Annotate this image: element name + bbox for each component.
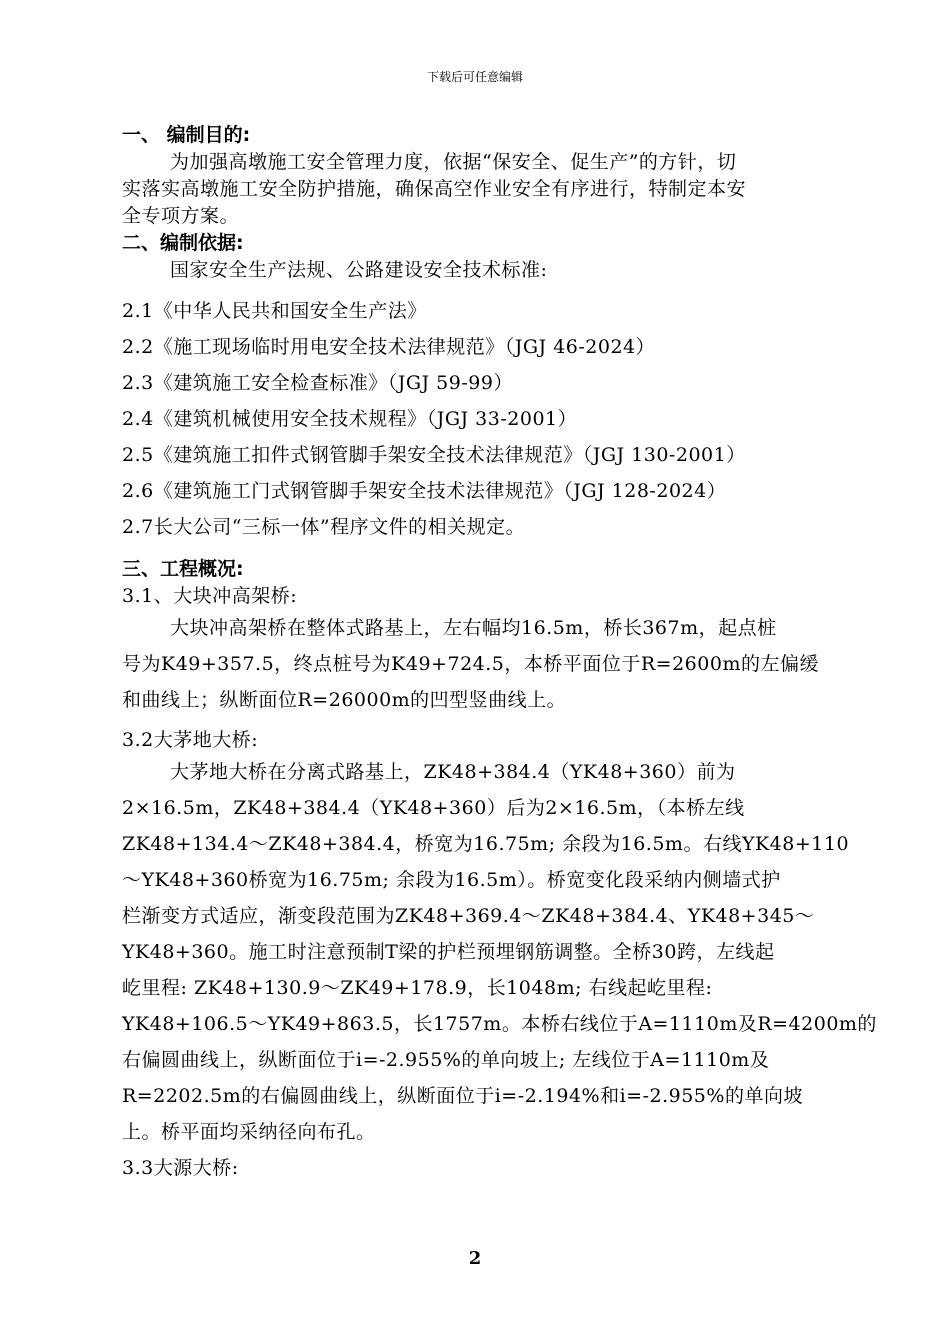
paragraph-line: 国家安全生产法规、公路建设安全技术标准:: [170, 259, 548, 281]
paragraph-line: 号为K49+357.5，终点桩号为K49+724.5，本桥平面位于R=2600m的左偏缓: [122, 653, 819, 675]
subsection-title: 3.3大源大桥:: [122, 1157, 239, 1179]
list-item: 2.4《建筑机械使用安全技术规程》（JGJ 33-2001）: [122, 408, 578, 430]
paragraph-line: 2×16.5m，ZK48+384.4（YK48+360）后为2×16.5m，（本桥左线: [122, 797, 745, 819]
paragraph-line: YK48+360。施工时注意预制T梁的护栏预埋钢筋调整。全桥30跨，左线起: [122, 941, 775, 963]
document-body: [122, 122, 877, 1186]
list-item: 2.5《建筑施工扣件式钢管脚手架安全技术法律规范》（JGJ 130-2001）: [122, 444, 746, 466]
paragraph-line: 栏渐变方式适应，渐变段范围为ZK48+369.4～ZK48+384.4、YK48+345～: [122, 905, 815, 927]
paragraph-line: ～YK48+360桥宽为16.75m; 余段为16.5m）。桥宽变化段采纳内侧墙式护: [122, 869, 781, 891]
page-number: 2: [468, 1248, 482, 1269]
header-note: 下载后可任意编辑: [426, 70, 523, 84]
paragraph-line: 右偏圆曲线上，纵断面位于i=-2.955%的单向坡上; 左线位于A=1110m及: [122, 1049, 770, 1071]
subsection-title: 3.2大茅地大桥:: [122, 729, 259, 751]
paragraph-line: 为加强高墩施工安全管理力度，依据“保安全、促生产”的方针，切: [170, 151, 737, 173]
paragraph-line: 上。桥平面均采纳径向布孔。: [122, 1121, 376, 1143]
list-item: 2.2《施工现场临时用电安全技术法律规范》（JGJ 46-2024）: [122, 336, 656, 358]
list-item: 2.3《建筑施工安全检查标准》（JGJ 59-99）: [122, 372, 513, 394]
subsection-title: 3.1、大块冲高架桥:: [122, 585, 298, 607]
paragraph-line: 全专项方案。: [122, 205, 240, 227]
section-heading: 三、工程概况:: [122, 558, 244, 580]
paragraph-line: R=2202.5m的右偏圆曲线上，纵断面位于i=-2.194%和i=-2.955%的单向坡: [122, 1085, 803, 1107]
section-heading: 一、 编制目的:: [122, 124, 251, 146]
list-item: 2.7长大公司“三标一体”程序文件的相关规定。: [122, 516, 526, 538]
paragraph-line: YK48+106.5～YK49+863.5，长1757m。本桥右线位于A=1110m及R=4200m的: [122, 1013, 877, 1035]
paragraph-line: 实落实高墩施工安全防护措施，确保高空作业安全有序进行，特制定本安: [122, 178, 747, 200]
paragraph-line: 和曲线上；纵断面位R=26000m的凹型竖曲线上。: [122, 689, 567, 711]
paragraph-line: 屹里程: ZK48+130.9～ZK49+178.9，长1048m; 右线起屹里程:: [122, 977, 713, 999]
paragraph-line: ZK48+134.4～ZK48+384.4，桥宽为16.75m; 余段为16.5m。右线YK48+110: [122, 833, 850, 855]
list-item: 2.6《建筑施工门式钢管脚手架安全技术法律规范》（JGJ 128-2024）: [122, 480, 727, 502]
paragraph-line: 大块冲高架桥在整体式路基上，左右幅均16.5m，桥长367m，起点桩: [170, 617, 777, 639]
paragraph-line: 大茅地大桥在分离式路基上，ZK48+384.4（YK48+360）前为: [170, 761, 736, 783]
list-item: 2.1《中华人民共和国安全生产法》: [122, 300, 427, 322]
section-heading: 二、编制依据:: [122, 232, 244, 254]
